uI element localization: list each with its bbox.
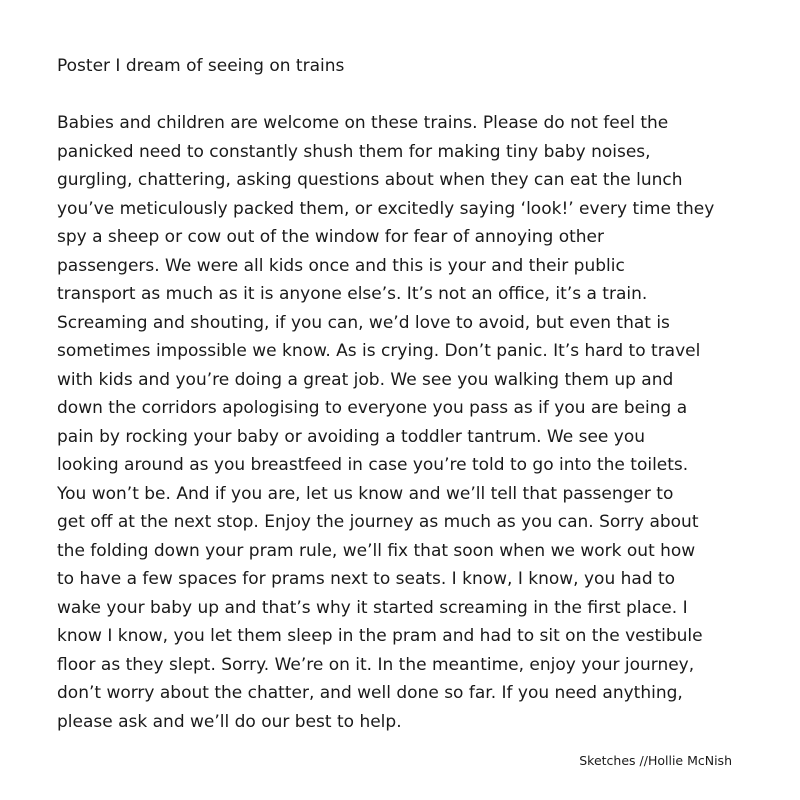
body-line: don’t worry about the chatter, and well done so far. If you need anything, — [57, 683, 683, 703]
body-line: You won’t be. And if you are, let us know and we’ll tell that passenger to — [57, 483, 674, 504]
poster-title: Poster I dream of seeing on trains — [57, 56, 345, 76]
body-line: the folding down your pram rule, we’ll fix that soon when we work out how — [57, 540, 696, 561]
body-line: know I know, you let them sleep in the pram and had to sit on the vestibule — [57, 626, 703, 646]
body-line: Babies and children are welcome on these trains. Please do not feel the — [57, 113, 669, 133]
body-line: wake your baby up and that’s why it started screaming in the first place. I — [57, 597, 688, 618]
author-credit: Sketches //Hollie McNish — [579, 753, 732, 768]
body-line: please ask and we’ll do our best to help. — [57, 711, 402, 732]
poster-body — [57, 109, 747, 736]
body-line: get off at the next stop. Enjoy the journey as much as you can. Sorry about — [57, 512, 699, 532]
body-line: to have a few spaces for prams next to seats. I know, I know, you had to — [57, 569, 676, 589]
body-line: with kids and you’re doing a great job. We see you walking them up and — [57, 369, 674, 390]
body-line: Screaming and shouting, if you can, we’d love to avoid, but even that is — [57, 312, 670, 333]
body-line: panicked need to constantly shush them for making tiny baby noises, — [57, 141, 651, 162]
body-line: you’ve meticulously packed them, or excitedly saying ‘look!’ every time they — [57, 198, 715, 219]
body-line: floor as they slept. Sorry. We’re on it. In the meantime, enjoy your journey, — [57, 654, 695, 675]
body-line: sometimes impossible we know. As is crying. Don’t panic. It’s hard to travel — [57, 341, 701, 361]
body-line: passengers. We were all kids once and this is your and their public — [57, 255, 625, 276]
body-line: down the corridors apologising to everyone you pass as if you are being a — [57, 398, 688, 418]
body-line: looking around as you breastfeed in case you’re told to go into the toilets. — [57, 455, 689, 475]
body-line: pain by rocking your baby or avoiding a toddler tantrum. We see you — [57, 426, 646, 447]
body-line: spy a sheep or cow out of the window for fear of annoying other — [57, 227, 604, 247]
body-line: gurgling, chattering, asking questions about when they can eat the lunch — [57, 170, 683, 190]
body-line: transport as much as it is anyone else’s. It’s not an office, it’s a train. — [57, 284, 648, 304]
